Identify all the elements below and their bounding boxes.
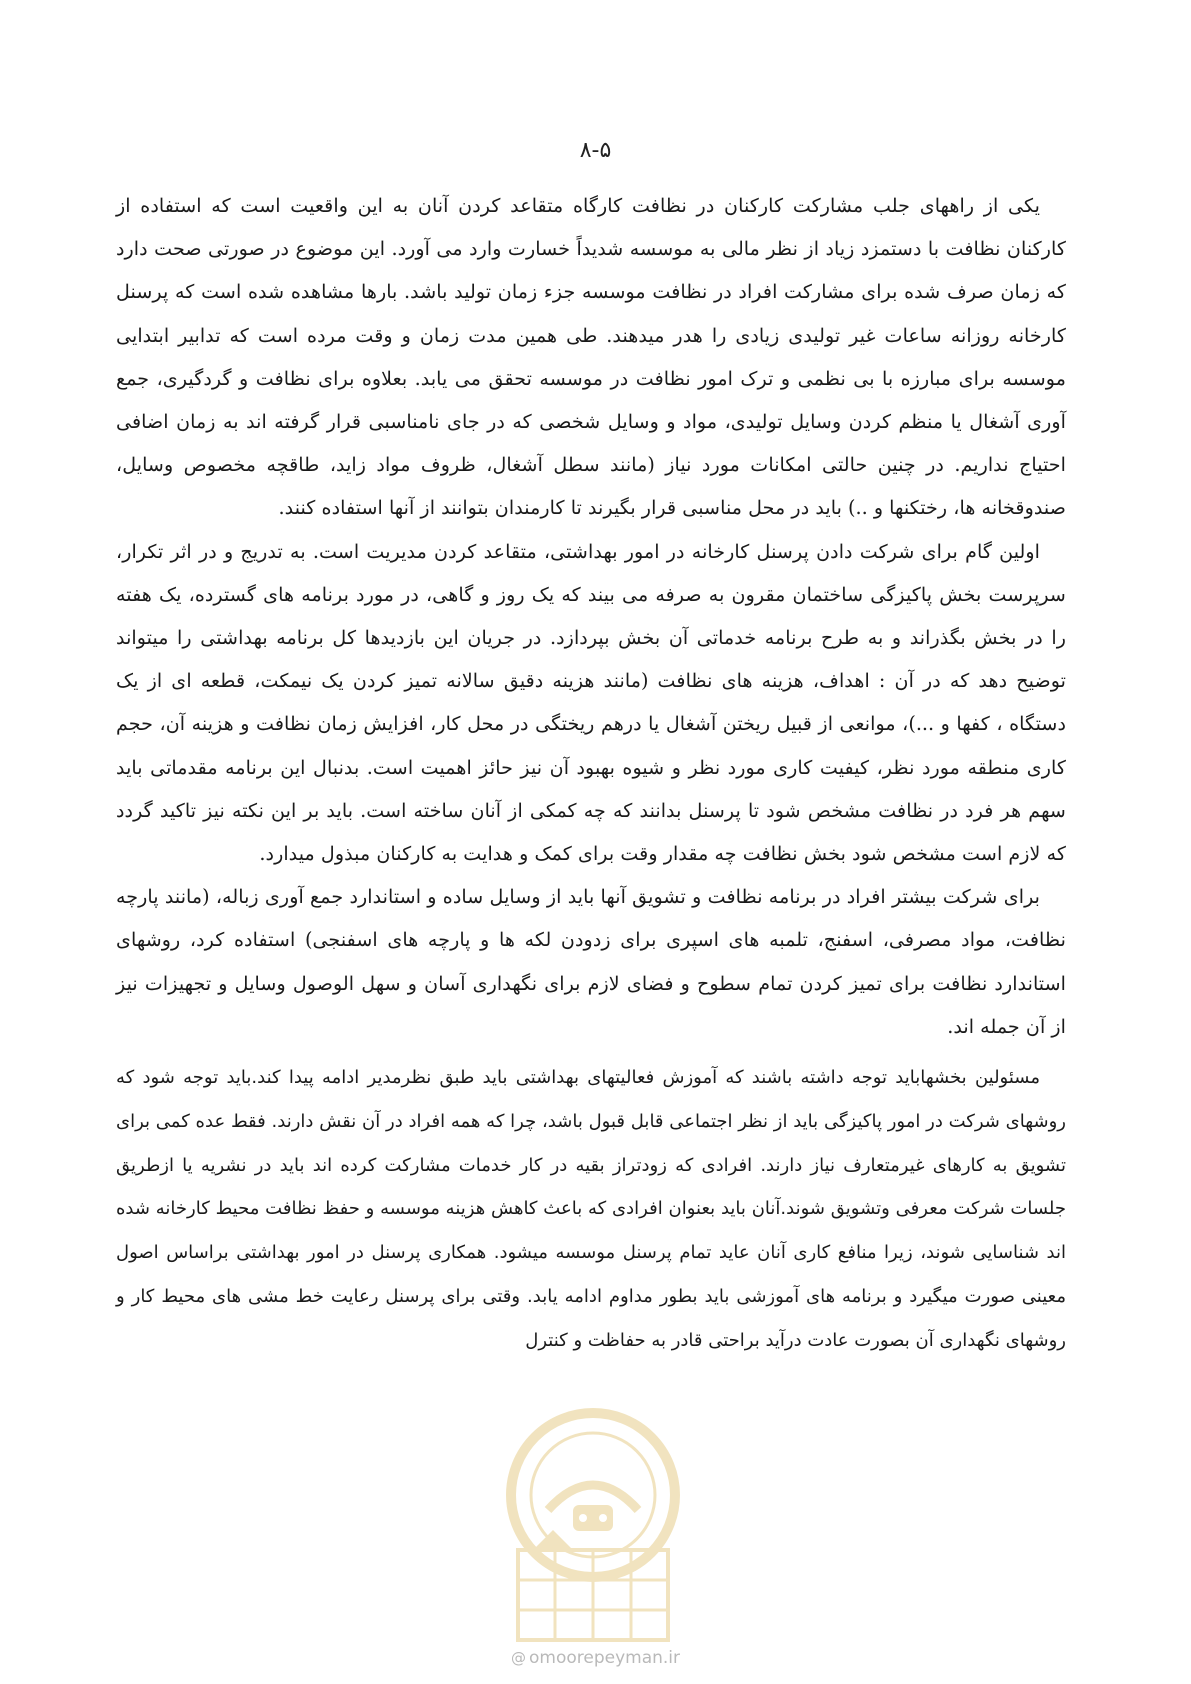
at-icon: @ xyxy=(510,1649,526,1667)
paragraph: یکی از راههای جلب مشارکت کارکنان در نظافت کارگاه متقاعد کردن آنان به این واقعیت است که استفاده از کارکنان نظافت با دستمزد زیاد از نظر مالی به موسسه شدیداً خسارت وارد می آورد. این موضوع در صورتی صحت دارد که زمان صرف شده برای مشارکت افراد در نظافت موسسه جزء زمان تولید باشد. بارها مشاهده شده است که پرسنل کارخانه روزانه ساعات غیر تولیدی زیادی را هدر میدهند. طی همین مدت زمان و وقت مرده است که تدابیر ابتدایی موسسه برای مبارزه با بی نظمی و ترک امور نظافت در موسسه تحقق می یابد. بعلاوه برای نظافت و گردگیری، جمع آوری آشغال یا منظم کردن وسایل تولیدی، مواد و وسایل شخصی که در جای نامناسبی قرار گرفته اند به زمان اضافی احتیاج نداریم. در چنین حالتی امکانات مورد نیاز (مانند سطل آشغال، ظروف مواد زاید، طاقچه مخصوص وسایل، صندوقخانه ها، رختکنها و ..) باید در محل مناسبی قرار بگیرند تا کارمندان بتوانند از آنها استفاده کنند. xyxy=(116,194,1066,520)
watermark-logo xyxy=(478,1400,708,1650)
paragraph: برای شرکت بیشتر افراد در برنامه نظافت و تشویق آنها باید از وسایل ساده و استاندارد جمع آوری زباله، (مانند پارچه نظافت، مواد مصرفی، اسفنج، تلمبه های اسپری برای زدودن لکه ها و پارچه های اسفنجی) استفاده کرد، روشهای استاندارد نظافت برای تمیز کردن تمام سطوح و فضای لازم برای نگهداری آسان و سهل الوصول وسایل و تجهیزات نیز از آن جمله اند. xyxy=(116,885,1067,1038)
watermark-site xyxy=(0,1648,1191,1668)
body-text xyxy=(116,184,1066,1363)
paragraph: اولین گام برای شرکت دادن پرسنل کارخانه در امور بهداشتی، متقاعد کردن مدیریت است. به تدریج و در اثر تکرار، سرپرست بخش پاکیزگی ساختمان مقرون به صرفه می بیند که یک روز و گاهی، در مورد برنامه های گسترده، یک هفته را در بخش بگذراند و به طرح برنامه خدماتی آن بخش بپردازد. در جریان این بازدیدها کل برنامه بهداشتی را میتواند توضیح دهد که در آن : اهداف، هزینه های نظافت (مانند هزینه دقیق سالانه تمیز کردن یک نیمکت، قطعه ای از یک دستگاه ، کفها و ...)، موانعی از قبیل ریختن آشغال یا درهم ریختگی در محل کار، افزایش زمان نظافت و هزینه آن، حجم کاری منطقه مورد نظر، کیفیت کاری مورد نظر و شیوه بهبود آن نیز حائز اهمیت است. بدنبال این برنامه مقدماتی باید سهم هر فرد در نظافت مشخص شود تا پرسنل بدانند که چه کمکی از آنان ساخته است. باید بر این نکته نیز تاکید گردد که لازم است مشخص شود بخش نظافت چه مقدار وقت برای کمک و هدایت به کارکنان مبذول میدارد. xyxy=(116,539,1066,866)
page-number: ۸-۵ xyxy=(579,138,612,163)
paragraph: مسئولین بخشهاباید توجه داشته باشند که آموزش فعالیتهای بهداشتی باید طبق نظرمدیر ادامه پیدا کند.باید توجه شود که روشهای شرکت در امور پاکیزگی باید از نظر اجتماعی قابل قبول باشد، چرا که همه افراد در آن نقش دارند. فقط عده کمی برای تشویق به کارهای غیرمتعارف نیاز دارند. افرادی که زودتراز بقیه در کار خدمات مشارکت کرده اند باید در نشریه یا ازطریق جلسات شرکت معرفی وتشویق شوند.آنان باید بعنوان افرادی که باعث کاهش هزینه موسسه و حفظ نظافت محیط کارخانه شده اند شناسایی شوند، زیرا منافع کاری آنان عاید تمام پرسنل موسسه میشود. همکاری پرسنل در امور بهداشتی براساس اصول معینی صورت میگیرد و برنامه های آموزشی باید بطور مداوم ادامه یابد. وقتی برای پرسنل رعایت خط مشی های محیط کار و روشهای نگهداری آن بصورت عادت درآید براحتی قادر به حفاظت و کنترل xyxy=(116,1067,1066,1351)
watermark-site-label: omoorepeyman.ir xyxy=(528,1648,681,1668)
